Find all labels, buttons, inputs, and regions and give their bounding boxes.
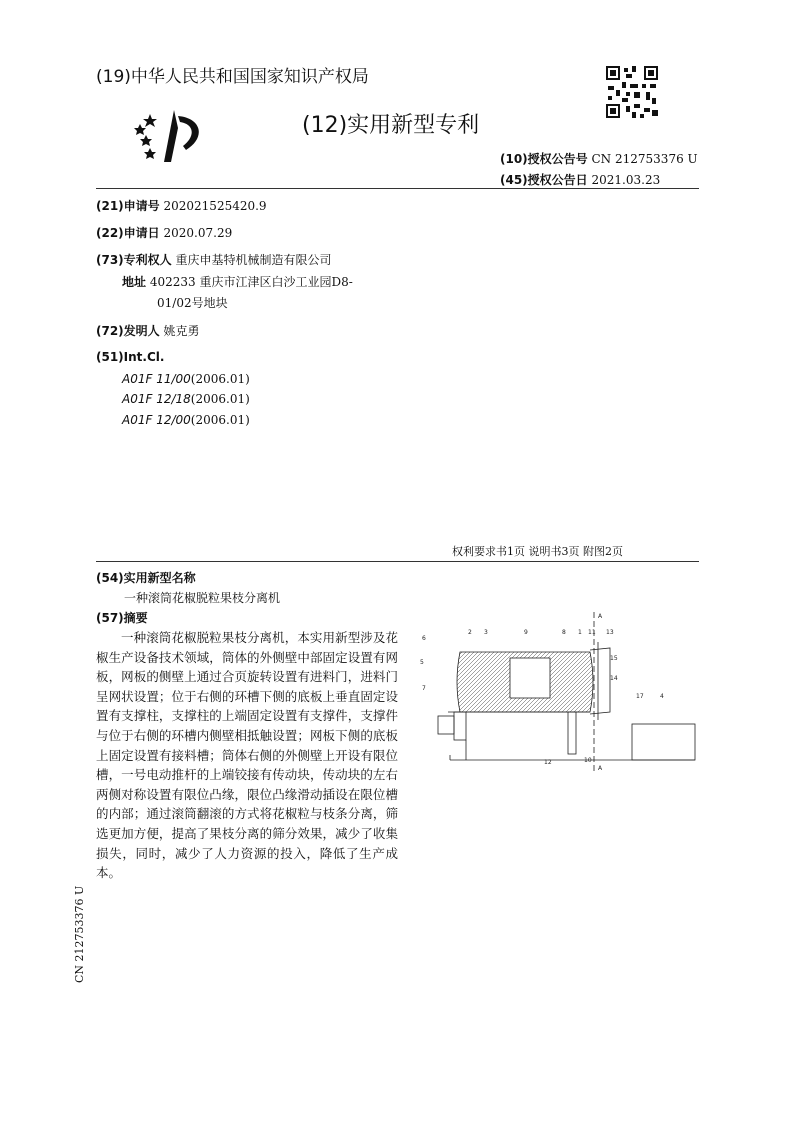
publication-number — [500, 150, 698, 167]
patent-owner-value: 重庆申基特机械制造有限公司 — [175, 253, 332, 267]
publication-date-label: (45)授权公告日 — [500, 173, 588, 187]
ipc-version: (2006.01) — [190, 392, 250, 406]
application-date-label: (22)申请日 — [96, 226, 160, 240]
drawing-label: A — [598, 613, 603, 620]
ipc-code: A01F 12/18 — [122, 392, 191, 406]
utility-name-label: (54)实用新型名称 — [96, 571, 196, 585]
publication-date-value: 2021.03.23 — [591, 173, 661, 187]
ipc-code: A01F 11/00 — [122, 372, 191, 386]
application-number-value: 202021525420.9 — [163, 199, 267, 213]
drawing-label: 7 — [422, 685, 426, 692]
ipc-version: (2006.01) — [190, 413, 250, 427]
inventor-value: 姚克勇 — [163, 324, 200, 338]
ipc-entry — [122, 413, 250, 427]
drawing-label: 1 — [578, 629, 582, 636]
drawing-label: 15 — [610, 655, 618, 662]
abstract-text: 一种滚筒花椒脱粒果枝分离机，本实用新型涉及花椒生产设备技术领域，筒体的外侧壁中部固定设置有网板，网板的侧壁上通过合页旋转设置有进料门，进料门呈网状设置；位于右侧的环槽下侧的底板上垂直固定设置有支撑柱，支撑柱的上端固定设置有支撑件，支撑件与位于右侧的环槽内侧壁相抵触设置；网板下侧的底板上固定设置有接料槽；筒体右侧的外侧壁上开设有限位槽，一号电动推杆的上端铰接有传动块，传动块的左右两侧对称设置有限位凸缘，限位凸缘滑动插设在限位槽的内部；通过滚筒翻滚的方式将花椒粒与枝条分离，筛选更加方便，提高了果枝分离的筛分效果，减少了收集损失，同时，减少了人力资源的投入，降低了生产成本。 — [96, 630, 398, 881]
ipc-label: (51)Int.Cl. — [96, 350, 165, 364]
office-name: (19)中华人民共和国国家知识产权局 — [96, 67, 369, 87]
ipc-code: A01F 12/00 — [122, 413, 191, 427]
page-counts: 权利要求书1页 说明书3页 附图2页 — [452, 545, 623, 558]
owner-address-line1: 402233 重庆市江津区白沙工业园D8- — [149, 275, 353, 289]
document-type: (12)实用新型专利 — [302, 113, 480, 138]
inventor-label: (72)发明人 — [96, 324, 160, 338]
inventor — [96, 322, 200, 339]
cnipa-emblem-icon — [130, 108, 206, 164]
drawing-label: 4 — [660, 693, 664, 700]
drawing-label: 9 — [524, 629, 528, 636]
owner-address — [122, 273, 353, 290]
application-number-label: (21)申请号 — [96, 199, 160, 213]
publication-date — [500, 171, 660, 188]
qr-code-icon[interactable] — [606, 66, 658, 118]
utility-name: 一种滚筒花椒脱粒果枝分离机 — [124, 591, 281, 605]
drawing-label: 12 — [544, 759, 552, 766]
publication-number-value: CN 212753376 U — [591, 152, 698, 166]
ipc-version: (2006.01) — [190, 372, 250, 386]
application-number — [96, 197, 267, 214]
drawing-label: 8 — [562, 629, 566, 636]
drawing-label: 14 — [610, 675, 618, 682]
abstract-drawing — [414, 612, 700, 772]
drawing-label: 10 — [584, 757, 592, 764]
drawing-label: 17 — [636, 693, 644, 700]
drawing-label: A — [598, 765, 603, 772]
drawing-label: 13 — [606, 629, 614, 636]
header-divider — [96, 188, 699, 189]
application-date-value: 2020.07.29 — [163, 226, 233, 240]
drawing-label: 3 — [484, 629, 488, 636]
drawing-label: 5 — [420, 659, 424, 666]
abstract-label: (57)摘要 — [96, 611, 148, 625]
owner-address-line2: 01/02号地块 — [157, 296, 228, 310]
publication-number-label: (10)授权公告号 — [500, 152, 588, 166]
drawing-label: 6 — [422, 635, 426, 642]
patent-owner — [96, 251, 332, 268]
drawing-label: 2 — [468, 629, 472, 636]
ipc-entry — [122, 372, 250, 386]
drawing-label: 11 — [588, 629, 596, 636]
ipc-entry — [122, 392, 250, 406]
application-date — [96, 224, 232, 241]
side-publication-id: CN 212753376 U — [73, 885, 86, 983]
section-divider — [96, 561, 699, 562]
owner-address-label: 地址 — [122, 275, 147, 289]
patent-owner-label: (73)专利权人 — [96, 253, 172, 267]
